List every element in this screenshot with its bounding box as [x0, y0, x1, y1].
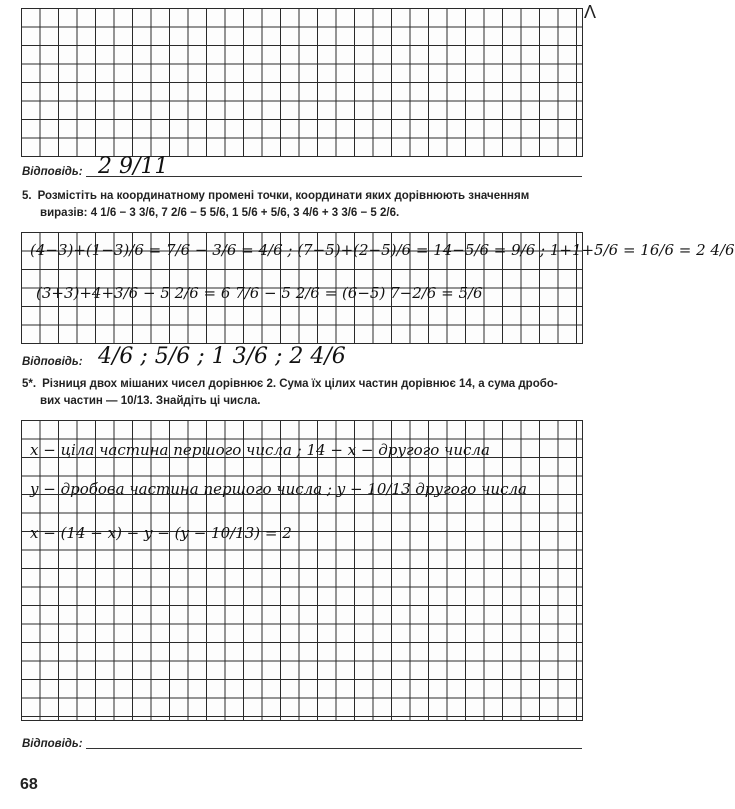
task-5-star-text-line2: вих частин — 10/13. Знайдіть ці числа. [40, 395, 261, 407]
task-5-star-text-line1: Різниця двох мішаних чисел дорівнює 2. Сума їх цілих частин дорівнює 14, а сума дробо- [42, 378, 558, 390]
task-5-number: 5. [22, 190, 32, 202]
answer-1-value: 2 9/11 [98, 154, 169, 179]
grid-area-task-5-star [21, 420, 583, 721]
answer-line [86, 748, 582, 749]
grid-area-top [21, 8, 583, 157]
work-5-star-line-2: y − дробова частина першого числа ; y − 10/13 другого числа [30, 480, 527, 498]
work-5-line-2: (3+3)+4+3/6 − 5 2/6 = 6 7/6 − 5 2/6 = (6−5) 7−2/6 = 5/6 [36, 284, 483, 302]
work-5-star-line-1: x − ціла частина першого числа ; 14 − x − другого числа [30, 441, 490, 459]
answer-label: Відповідь: [22, 356, 83, 368]
task-5-star-number: 5*. [22, 378, 37, 390]
answer-row-1 [22, 150, 582, 180]
answer-row-5 [22, 338, 582, 370]
task-5-star [22, 376, 582, 410]
work-5-line-1: (4−3)+(1−3)/6 = 7/6 − 3/6 = 4/6 ; (7−5)+(2−5)/6 = 14−5/6 = 9/6 ; 1+1+5/6 = 16/6 = 2 4/6 [30, 241, 735, 259]
answer-5-value: 4/6 ; 5/6 ; 1 3/6 ; 2 4/6 [98, 344, 346, 369]
task-5 [22, 188, 582, 222]
answer-label: Відповідь: [22, 166, 83, 178]
task-5-text-line2: виразів: 4 1/6 − 3 3/6, 7 2/6 − 5 5/6, 1 5/6 + 5/6, 3 4/6 + 3 3/6 − 5 2/6. [40, 207, 400, 219]
task-5-text-line1: Розмістіть на координатному промені точки, координати яких дорівнюють значенням [37, 190, 530, 202]
work-5-star-line-3: x − (14 − x) − y − (y − 10/13) = 2 [30, 524, 292, 542]
corner-mark: Ʌ [583, 2, 596, 22]
answer-row-5-star [22, 722, 582, 752]
page-number: 68 [20, 776, 38, 793]
answer-label: Відповідь: [22, 738, 83, 750]
